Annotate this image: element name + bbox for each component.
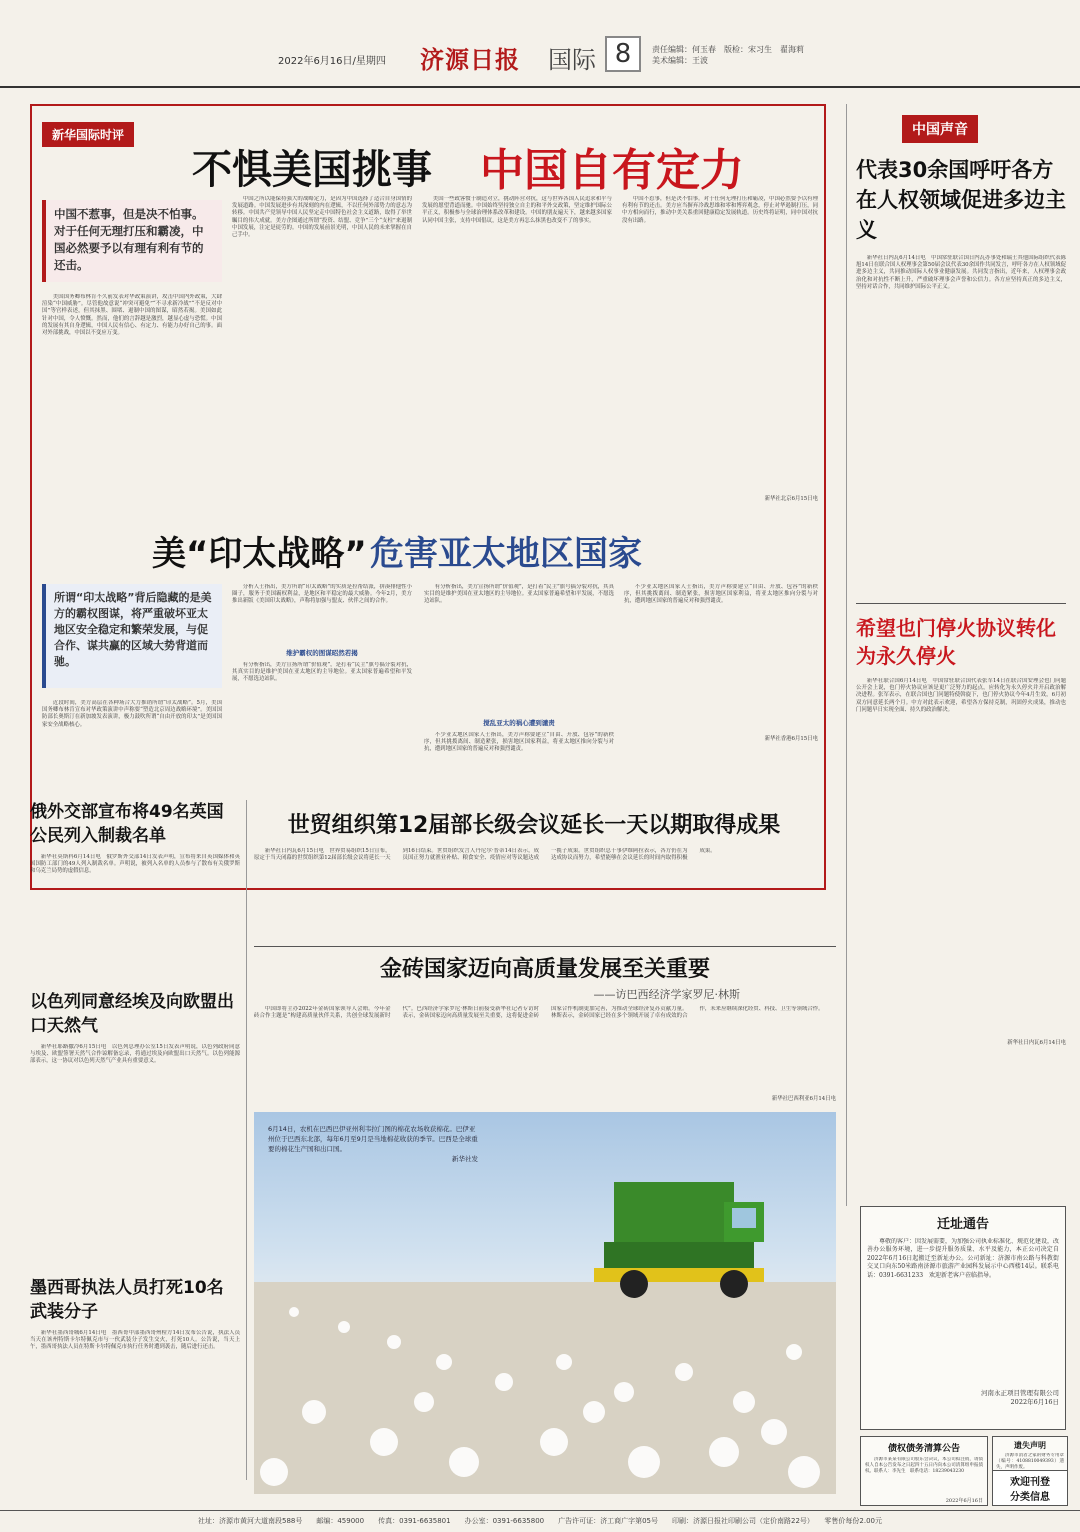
photo-credit: 新华社发 — [452, 1155, 478, 1163]
feature2-byline: 新华社香港6月15日电 — [764, 736, 818, 742]
left-title-3: 墨西哥执法人员打死10名武装分子 — [30, 1278, 224, 1322]
footer-info: 社址：济源市黄河大道南段588号 邮编：459000 传真：0391-6635801 办公室：0391-6635800 广告许可证：济工商广字第05号 印刷：济源日报社印刷公司（定价南路22号） 零售价每份2.00元 — [197, 1517, 882, 1525]
relocation-body: 尊敬的客户：因发展需要，为加强公司执业标准化、规范化建设，改善办公服务环境，进一步提升服务质量、水平及能力，本正公司决定自2022年6月16日起搬迁至新址办公。公司新址：济源市南公路与科教街交叉口向东50米路南济源市旅游产业园科发展示中心西楼14层。联系电话：0391-6631233 欢迎新老客户莅临指导。 — [867, 1238, 1059, 1279]
editors-line-2: 美术编辑：王波 — [652, 56, 708, 65]
classified-ad — [992, 1470, 1068, 1506]
brics-byline: 新华社巴西利亚6月14日电 — [771, 1096, 836, 1102]
feature1-title-b: 中国自有定力 — [480, 145, 744, 196]
left-body-1: 新华社莫斯科6月14日电 俄罗斯外交部14日发表声明，宣布将来自英国媒体和英国国防工部门的49人列入制裁名单。声明说，被列入名单的人员参与了散布有关俄罗斯和乌克兰局势的虚假信息。 — [30, 854, 240, 875]
right-column — [856, 115, 1066, 1046]
editors-line-1: 责任编辑：何玉春 版检：宋习生 翟海莉 — [652, 45, 804, 54]
footer — [0, 1510, 1080, 1532]
left-title-2: 以色列同意经埃及向欧盟出口天然气 — [30, 992, 234, 1036]
feature2-title-a: 美“印太战略” — [152, 534, 367, 574]
china-voice-tag: 中国声音 — [902, 115, 978, 143]
left-column-rule — [246, 800, 247, 1480]
feature2-col3b: 不少亚太地区国家人士指出，美方声称要建立“自由、开放、包容”的新秩序，但其挑拨离间、制造紧张，损害地区国家利益，将亚太地区推向分裂与对抗，遭到地区国家的普遍反对和强烈谴责。 — [424, 732, 614, 753]
section-name: 国际 — [548, 46, 596, 74]
debt-title: 债权债务清算公告 — [887, 1444, 960, 1454]
feature1-lead: 中国不惹事，但是决不怕事。对于任何无理打压和霸凌，中国必然要予以有理有利有节的还击。 — [42, 200, 222, 282]
debt-body: 济源市某某有限公司股东会决议，本公司拟注销，请债权人自本公告发布之日起四十五日内向本公司清算组申报债权。联系人：李先生 联系电话：18239043230 — [865, 1457, 983, 1474]
relocation-date: 2022年6月16日 — [1010, 1398, 1059, 1406]
relocation-notice — [860, 1206, 1066, 1430]
masthead — [0, 0, 1080, 88]
lost-title: 遗失声明 — [1014, 1441, 1046, 1450]
feature1-col1: 美国国务卿布林肯不久前发表对华政策演讲，攻击中国内外政策，大肆渲染“中国威胁”。尽管他故意说“冲突可避免”“不寻求新冷战”“不是反对中国”等官样表述，但其抹黑、围堵、遏制中国的图谋，昭然若揭。美国如此针对中国，令人愤慨。然而，他们的言辞越是激烈，越显心虚与恐慌。中国的发展有其自身逻辑，中国人民有信心、有定力、有能力办好自己的事。面对外部挑战，中国以不变应万变。 — [42, 294, 222, 337]
harvester-illustration — [254, 1112, 836, 1494]
cotton-harvest-photo — [254, 1112, 836, 1494]
debt-notice — [860, 1436, 988, 1506]
right-body-1: 新华社日内瓦6月14日电 中国常驻联合国日内瓦办事处和瑞士其他国际组织代表陈旭14日在联合国人权理事会第50届会议代表30余国作共同发言，呼吁各方在人权领域促进多边主义，共同推动国际人权事业健康发展。共同发言指出，近年来，人权理事会政治化和对抗性不断上升，严重破坏理事会声誉和公信力。各方应坚持真正的多边主义，坚持对话合作，共同维护国际公平正义。 — [856, 255, 1066, 290]
feature2-subhead-2: 搅乱亚太的祸心遭到谴责 — [483, 719, 555, 727]
feature2-col3: 有分析指出，美方宣扬所谓“价值观”，是打着“民主”旗号搞分裂对抗，其真实目的是维护美国在亚太地区的主导地位。亚太国家普遍希望和平发展，不愿选边站队。 — [424, 584, 614, 605]
feature2-subhead-1: 维护霸权的图谋昭然若揭 — [286, 649, 358, 657]
issue-date: 2022年6月16日/星期四 — [278, 56, 386, 67]
brics-divider — [254, 946, 836, 947]
editors-credit — [652, 44, 804, 66]
relocation-signer: 河南永正项目管理有限公司 — [981, 1389, 1059, 1397]
ad-line-1: 欢迎刊登 — [1010, 1477, 1050, 1488]
ad-line-2: 分类信息 — [1010, 1492, 1050, 1503]
left-body-2: 新华社耶路撒冷6月15日电 以色列总理办公室15日发表声明说，以色列政府同意与埃及、欧盟签署天然气合作谅解备忘录，将通过埃及向欧盟出口天然气。以色列能源部表示，这一协议对以色列天然气产业具有重要意义。 — [30, 1044, 240, 1065]
commentary-tag: 新华国际时评 — [42, 122, 134, 147]
page-number: 8 — [605, 36, 641, 72]
right-title-2: 希望也门停火协议转化为永久停火 — [856, 616, 1056, 668]
feature-box — [30, 104, 826, 890]
feature2-lead: 所谓“印太战略”背后隐藏的是美方的霸权图谋，将严重破坏亚太地区安全稳定和繁荣发展，与促合作、谋共赢的区域大势背道而驰。 — [42, 584, 222, 688]
feature1-col2: 中国之所以能保持强大的战略定力，是因为中国选择了适合自身国情的发展道路。中国发展进步有其深刻的内在逻辑，不以任何外部势力的意志为转移。中国共产党领导中国人民坚定走中国特色社会主义道路，取得了举世瞩目的伟大成就。美方企图通过所谓“投资、结盟、竞争”三个“支柱”来遏制中国发展，注定是徒劳的。中国的发展前景光明，中国人民的未来掌握在自己手中。 — [232, 196, 412, 239]
feature1-title-a: 不惧美国挑事 — [192, 147, 432, 193]
debt-date: 2022年6月16日 — [945, 1498, 983, 1504]
lost-body: 济源市消者之家的财务专用章（编号：4108810049393）遗失，声明作废。 — [996, 1453, 1064, 1470]
feature1-byline: 新华社北京6月15日电 — [764, 496, 818, 502]
relocation-title: 迁址通告 — [936, 1217, 989, 1232]
left-body-3: 新华社墨西哥城6月14日电 墨西哥中部墨西哥州检方14日发布公告说，执法人员当天在该州特斯卡尔特佩克市与一伙武装分子发生交火，打死10人。公告说，当天上午，墨西哥执法人员在特斯卡尔特佩克市执行任务时遭到袭击，随后进行还击。 — [30, 1330, 240, 1351]
left-title-1: 俄外交部宣布将49名英国公民列入制裁名单 — [30, 802, 224, 846]
right-byline-2: 新华社日内瓦6月14日电 — [1007, 1040, 1066, 1046]
wto-body: 新华社日内瓦6月15日电 世界贸易组织15日宣布，原定于当天闭幕的世贸组织第12届部长级会议将延长一天到16日结束。世贸组织发言人丹尼尔·普蒂14日表示，成员国正努力就渔业补贴、粮食安全、疫情应对等议题达成一揽子成果。世贸组织总干事伊维阿拉表示，各方仍在为达成协议而努力，希望能够在会议延长的时间内取得积极成果。 — [254, 848, 716, 862]
left-news-column — [30, 800, 240, 1480]
photo-caption: 6月14日，农机在巴西巴伊亚州利韦拉门图的棉花农场收获棉花。巴伊亚州位于巴西东北部，每年6月至9月是当地棉花收获的季节。巴西是全球重要的棉花生产国和出口国。 新华社发 — [268, 1125, 478, 1163]
feature1-col4: 中国不惹事，但是决不怕事。对于任何无理打压和霸凌，中国必然要予以有理有利有节的还击。美方应当摒弃冷战思维和零和博弈观念，停止对华遏制打压，同中方相向而行，推动中美关系重回健康稳定发展轨道。历史终将证明，同中国对抗没有出路。 — [622, 196, 818, 224]
feature1-col3: 美国一些政客惯于制造对立，挑动阵营对抗，这与世界各国人民追求和平与发展的愿望背道而驰。中国始终坚持独立自主的和平外交政策，坚定维护国际公平正义，积极参与全球治理体系改革和建设。中国的朋友遍天下，越来越多国家认同中国主张，支持中国倡议，这是美方再怎么抹黑也改变不了的事实。 — [422, 196, 612, 224]
right-column-rule — [846, 104, 847, 1206]
feature2-col2b: 有分析指出，美方宣扬所谓“价值观”，是打着“民主”旗号搞分裂对抗，其真实目的是维护美国在亚太地区的主导地位。亚太国家普遍希望和平发展，不愿选边站队。 — [232, 662, 412, 683]
paper-logo: 济源日报 — [420, 45, 520, 74]
feature2-col4: 不少亚太地区国家人士指出，美方声称要建立“自由、开放、包容”的新秩序，但其挑拨离间、制造紧张，损害地区国家利益，将亚太地区推向分裂与对抗，遭到地区国家的普遍反对和强烈谴责。 — [624, 584, 818, 605]
brics-subtitle: ——访巴西经济学家罗尼·林斯 — [593, 988, 740, 1001]
brics-body: 中国即将主办2022年金砖国家领导人会晤。今年金砖合作主题是“构建高质量伙伴关系，共创全球发展新时代”。巴西经济学家罗尼·林斯日前接受新华社记者专访时表示，金砖国家迈向高质量发展至关重要，这将促进金砖国家合作机制更加完善，为推动全球经济复苏贡献力量。林斯表示，金砖国家已经在多个领域开展了卓有成效的合作，未来应继续深化经贸、科技、卫生等领域合作。 — [254, 1006, 824, 1020]
right-title-1: 代表30余国呼吁各方在人权领域促进多边主义 — [856, 158, 1066, 242]
feature2-col2: 分析人士指出，美方所谓“印太战略”的实质是拉帮结派，拼凑排他性小圈子，服务于美国霸权利益，是地区和平稳定的最大威胁。今年2月，美方推出新版《美国印太战略》，声称将加强与盟友、伙伴之间的合作。 — [232, 584, 412, 605]
brics-title: 金砖国家迈向高质量发展至关重要 — [379, 957, 710, 982]
right-body-2: 新华社联合国6月14日电 中国常驻联合国代表张军14日在联合国安理会也门问题公开会上说，也门停火协议应该是更广泛努力的起点，应转化为永久停火并开启政治解决进程。张军表示，在联合国也门问题特使斡旋下，也门停火协议今年4月生效，6月初双方同意延长两个月。中方对此表示欢迎，希望各方保持克制，巩固停火成果，推动也门问题早日实现全面、持久的政治解决。 — [856, 678, 1066, 713]
feature2-intro: 近段时间，美方高层在各种场合大力推销所谓“印太战略”。5月，美国国务卿布林肯宣布对华政策演讲中声称要“塑造北京周边战略环境”。美国国防部长奥斯汀在新加坡发表演讲，极力鼓吹所谓“自由开放的印太”是美国国家安全战略核心。 — [42, 700, 222, 728]
wto-title: 世贸组织第12届部长级会议延长一天以期取得成果 — [287, 813, 781, 838]
right-divider — [856, 603, 1066, 604]
feature2-title-b: 危害亚太地区国家 — [370, 534, 642, 574]
